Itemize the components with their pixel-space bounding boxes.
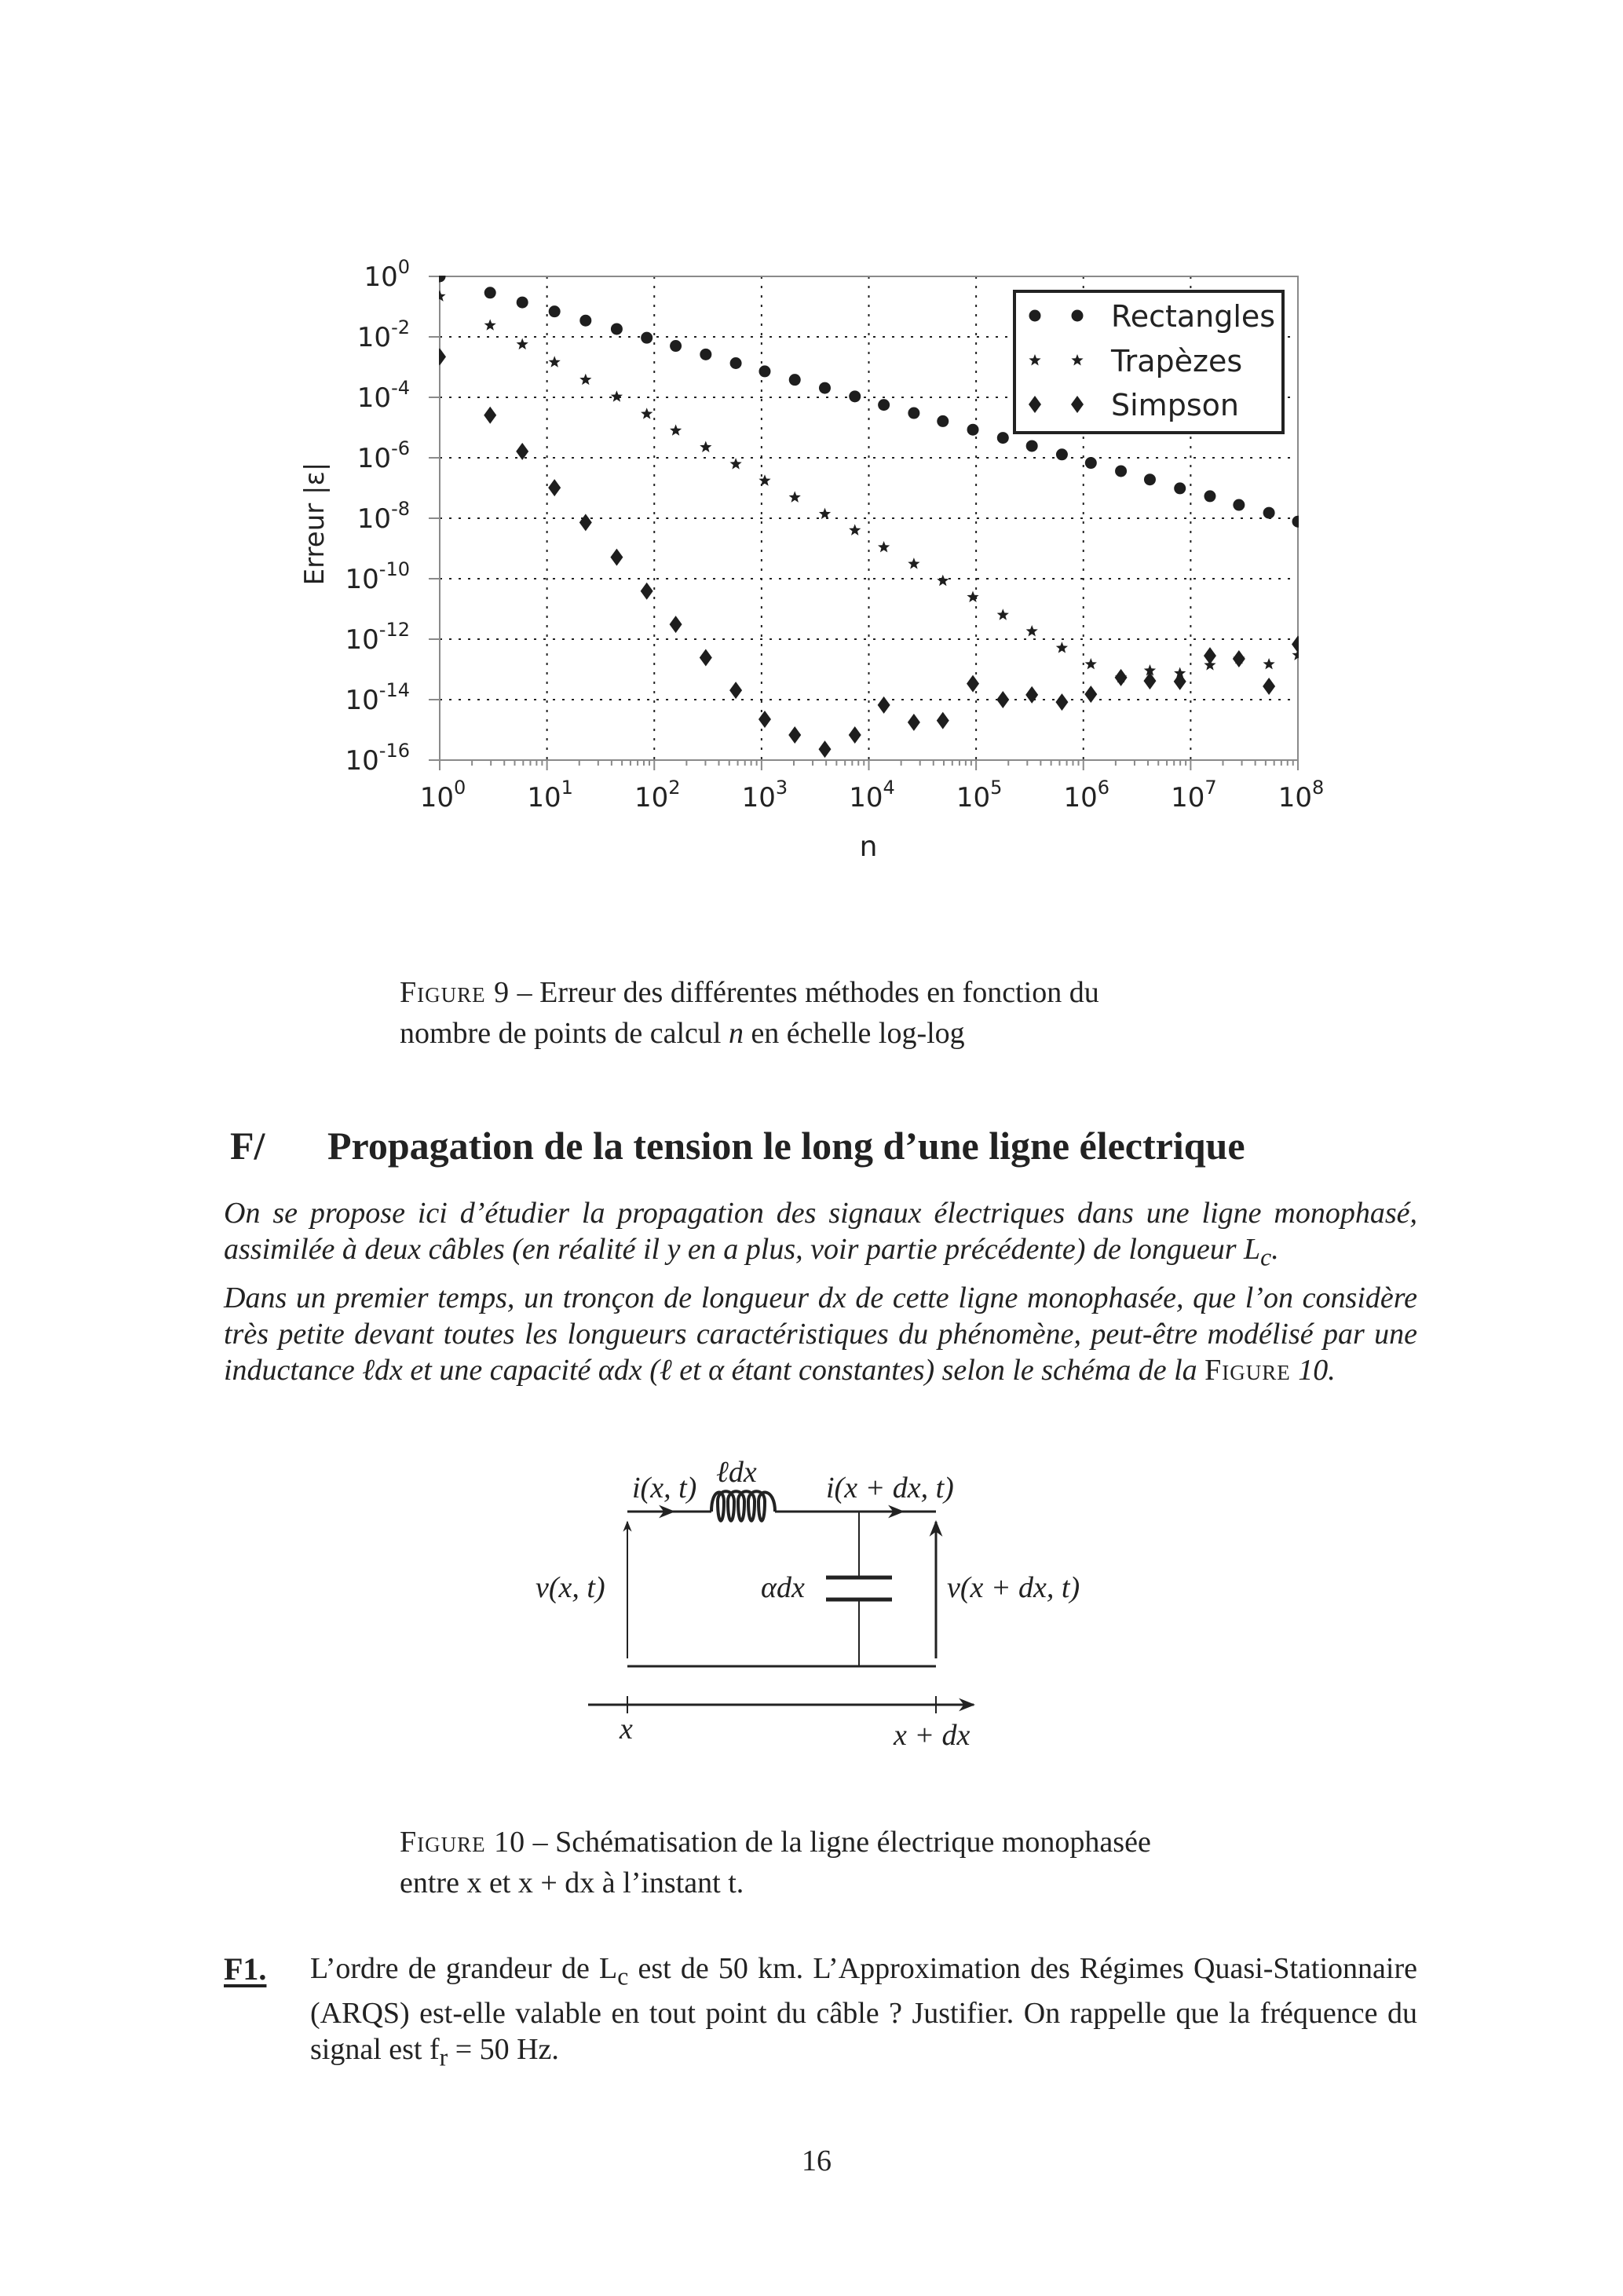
x-axis-label: n (859, 831, 878, 863)
label-v-out: v(x + dx, t) (947, 1571, 1080, 1604)
svg-text:100: $10^0$ (364, 256, 410, 293)
figure-10-reference[interactable]: Figure (1204, 1354, 1291, 1387)
svg-text:Simpson: Simpson (1111, 388, 1239, 422)
svg-text:10-14: $10^{-14}$ (345, 679, 410, 716)
chart-legend (1014, 291, 1283, 433)
svg-text:101: $10^1$ (527, 777, 573, 813)
svg-text:10-8: $10^{-8}$ (356, 498, 410, 535)
svg-text:100: $10^0$ (419, 777, 466, 813)
figure-10-caption: Figure 10 – Schématisation de la ligne électrique monophasée entre x et x + dx à l’instant t. (400, 1826, 1151, 1899)
svg-text:104: $10^4$ (849, 777, 895, 813)
y-axis-label: Erreur |ε| (299, 462, 331, 586)
svg-text:10-6: $10^{-6}$ (356, 437, 410, 474)
section-title: Propagation de la tension le long d’une ligne électrique (327, 1124, 1245, 1168)
page-number: 16 (802, 2144, 832, 2177)
svg-text:Trapèzes: Trapèzes (1111, 344, 1243, 378)
intro-paragraph-1: On se propose ici d’étudier la propagation des signaux électriques dans une ligne monophasé, assimilée à deux câbles (en réalité il y en a plus, voir partie précédente) de longueur $L_c$. (224, 1197, 1417, 1271)
svg-text:10-12: $10^{-12}$ (345, 619, 410, 656)
svg-text:10-16: $10^{-16}$ (345, 740, 410, 777)
svg-text:10-4: $10^{-4}$ (356, 377, 410, 414)
label-x-plus-dx: x + dx (894, 1719, 971, 1752)
svg-text:106: $10^6$ (1063, 777, 1110, 813)
svg-text:10-2: $10^{-2}$ (356, 316, 410, 353)
svg-text:Rectangles: Rectangles (1111, 299, 1276, 334)
figure-9-caption: Figure 9 – Erreur des différentes méthodes en fonction du nombre de points de calcul n en échelle log-log (400, 976, 1099, 1050)
label-i-in: i(x, t) (632, 1472, 697, 1504)
section-number: F/ (230, 1124, 265, 1168)
label-v-in: v(x, t) (536, 1571, 605, 1604)
svg-text:107: $10^7$ (1171, 777, 1217, 813)
intro-paragraph-2: Dans un premier temps, un tronçon de longueur dx de cette ligne monophasée, que l’on considère très petite devant toutes les longueurs caractéristiques du phénomène, peut-être modélisé par une inductance ℓdx et une capacité αdx (ℓ et α étant constantes) selon le schéma de la Figure 10. (224, 1281, 1417, 1387)
svg-text:105: $10^5$ (956, 777, 1003, 813)
figure-9-label: Figure 9 (400, 976, 510, 1009)
label-i-out: i(x + dx, t) (826, 1472, 954, 1504)
label-inductance: ℓdx (716, 1456, 757, 1489)
question-text: L’ordre de grandeur de $L_c$ est de 50 km. L’Approximation des Régimes Quasi-Stationnaire (ARQS) est-elle valable en tout point du câble ? Justifier. On rappelle que la fréquence du signal est $f_r = 50$ Hz. (310, 1952, 1417, 2071)
figure-10-label: Figure 10 (400, 1826, 526, 1859)
error-loglog-chart (0, 0, 1623, 864)
label-x: x (620, 1713, 633, 1746)
svg-text:10-10: $10^{-10}$ (345, 558, 410, 595)
inductor-coil (711, 1491, 775, 1521)
section-heading (230, 1123, 265, 1168)
svg-text:103: $10^3$ (741, 777, 788, 813)
svg-text:102: $10^2$ (634, 777, 681, 813)
label-capacitance: αdx (761, 1571, 805, 1604)
svg-text:108: $10^8$ (1278, 777, 1325, 813)
question-label: F1. (224, 1951, 267, 1987)
